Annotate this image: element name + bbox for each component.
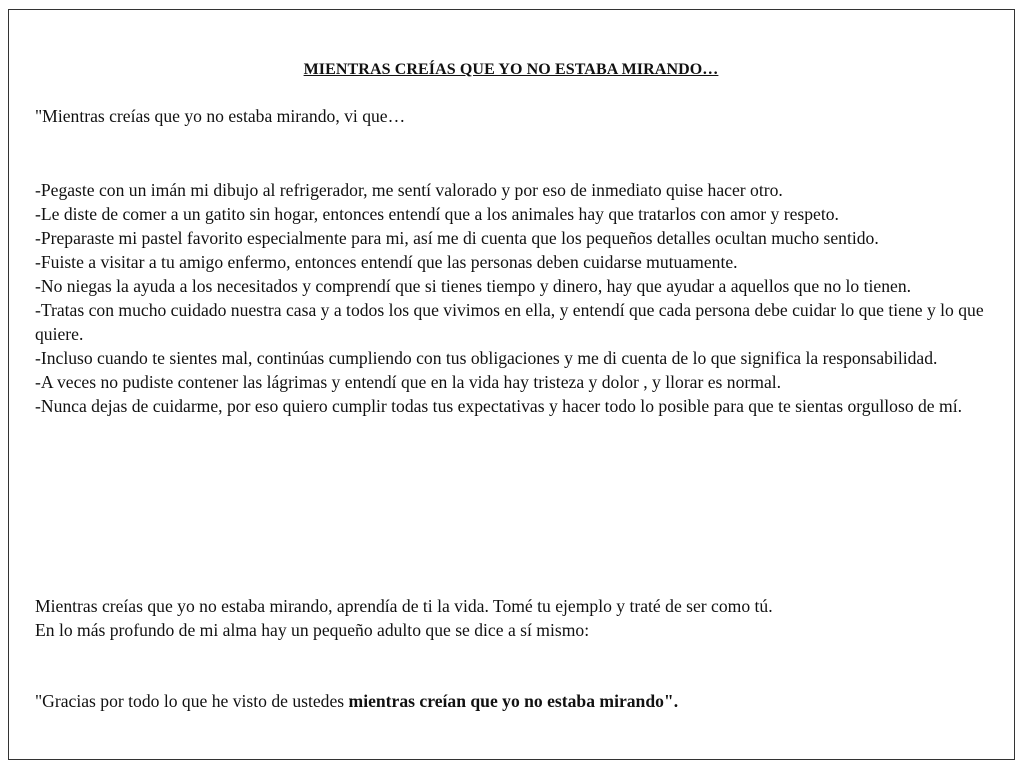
closing-line: En lo más profundo de mi alma hay un pequeño adulto que se dice a sí mismo: [35,620,590,640]
final-quote [35,689,678,713]
list-item: -Fuiste a visitar a tu amigo enfermo, entonces entendí que las personas deben cuidarse mutuamente. [35,252,738,272]
list-item: -Tratas con mucho cuidado nuestra casa y a todos los que vivimos en ella, y entendí que cada persona debe cuidar lo que tiene y lo que quiere. [35,300,984,344]
final-quote-emphasis: mientras creían que yo no estaba mirando". [348,691,679,711]
list-item: -Nunca dejas de cuidarme, por eso quiero cumplir todas tus expectativas y hacer todo lo posible para que te sientas orgulloso de mí. [35,396,962,416]
closing-line: Mientras creías que yo no estaba mirando, aprendía de ti la vida. Tomé tu ejemplo y traté de ser como tú. [35,596,773,616]
list-item: -No niegas la ayuda a los necesitados y comprendí que si tienes tiempo y dinero, hay que ayudar a aquellos que no lo tienen. [35,276,912,296]
observation-list [35,178,997,418]
document-title: MIENTRAS CREÍAS QUE YO NO ESTABA MIRANDO… [303,61,719,78]
list-item: -A veces no pudiste contener las lágrimas y entendí que en la vida hay tristeza y dolor , y llorar es normal. [35,372,782,392]
final-quote-text: "Gracias por todo lo que he visto de ustedes [35,691,349,711]
list-item: -Preparaste mi pastel favorito especialmente para mi, así me di cuenta que los pequeños detalles ocultan mucho sentido. [35,228,879,248]
list-item: -Le diste de comer a un gatito sin hogar, entonces entendí que a los animales hay que tratarlos con amor y respeto. [35,204,839,224]
list-item: -Pegaste con un imán mi dibujo al refrigerador, me sentí valorado y por eso de inmediato quise hacer otro. [35,180,783,200]
intro-line: "Mientras creías que yo no estaba mirando, vi que… [35,106,406,126]
closing-paragraph [35,594,997,642]
list-item: -Incluso cuando te sientes mal, continúas cumpliendo con tus obligaciones y me di cuenta de lo que significa la responsabilidad. [35,348,938,368]
